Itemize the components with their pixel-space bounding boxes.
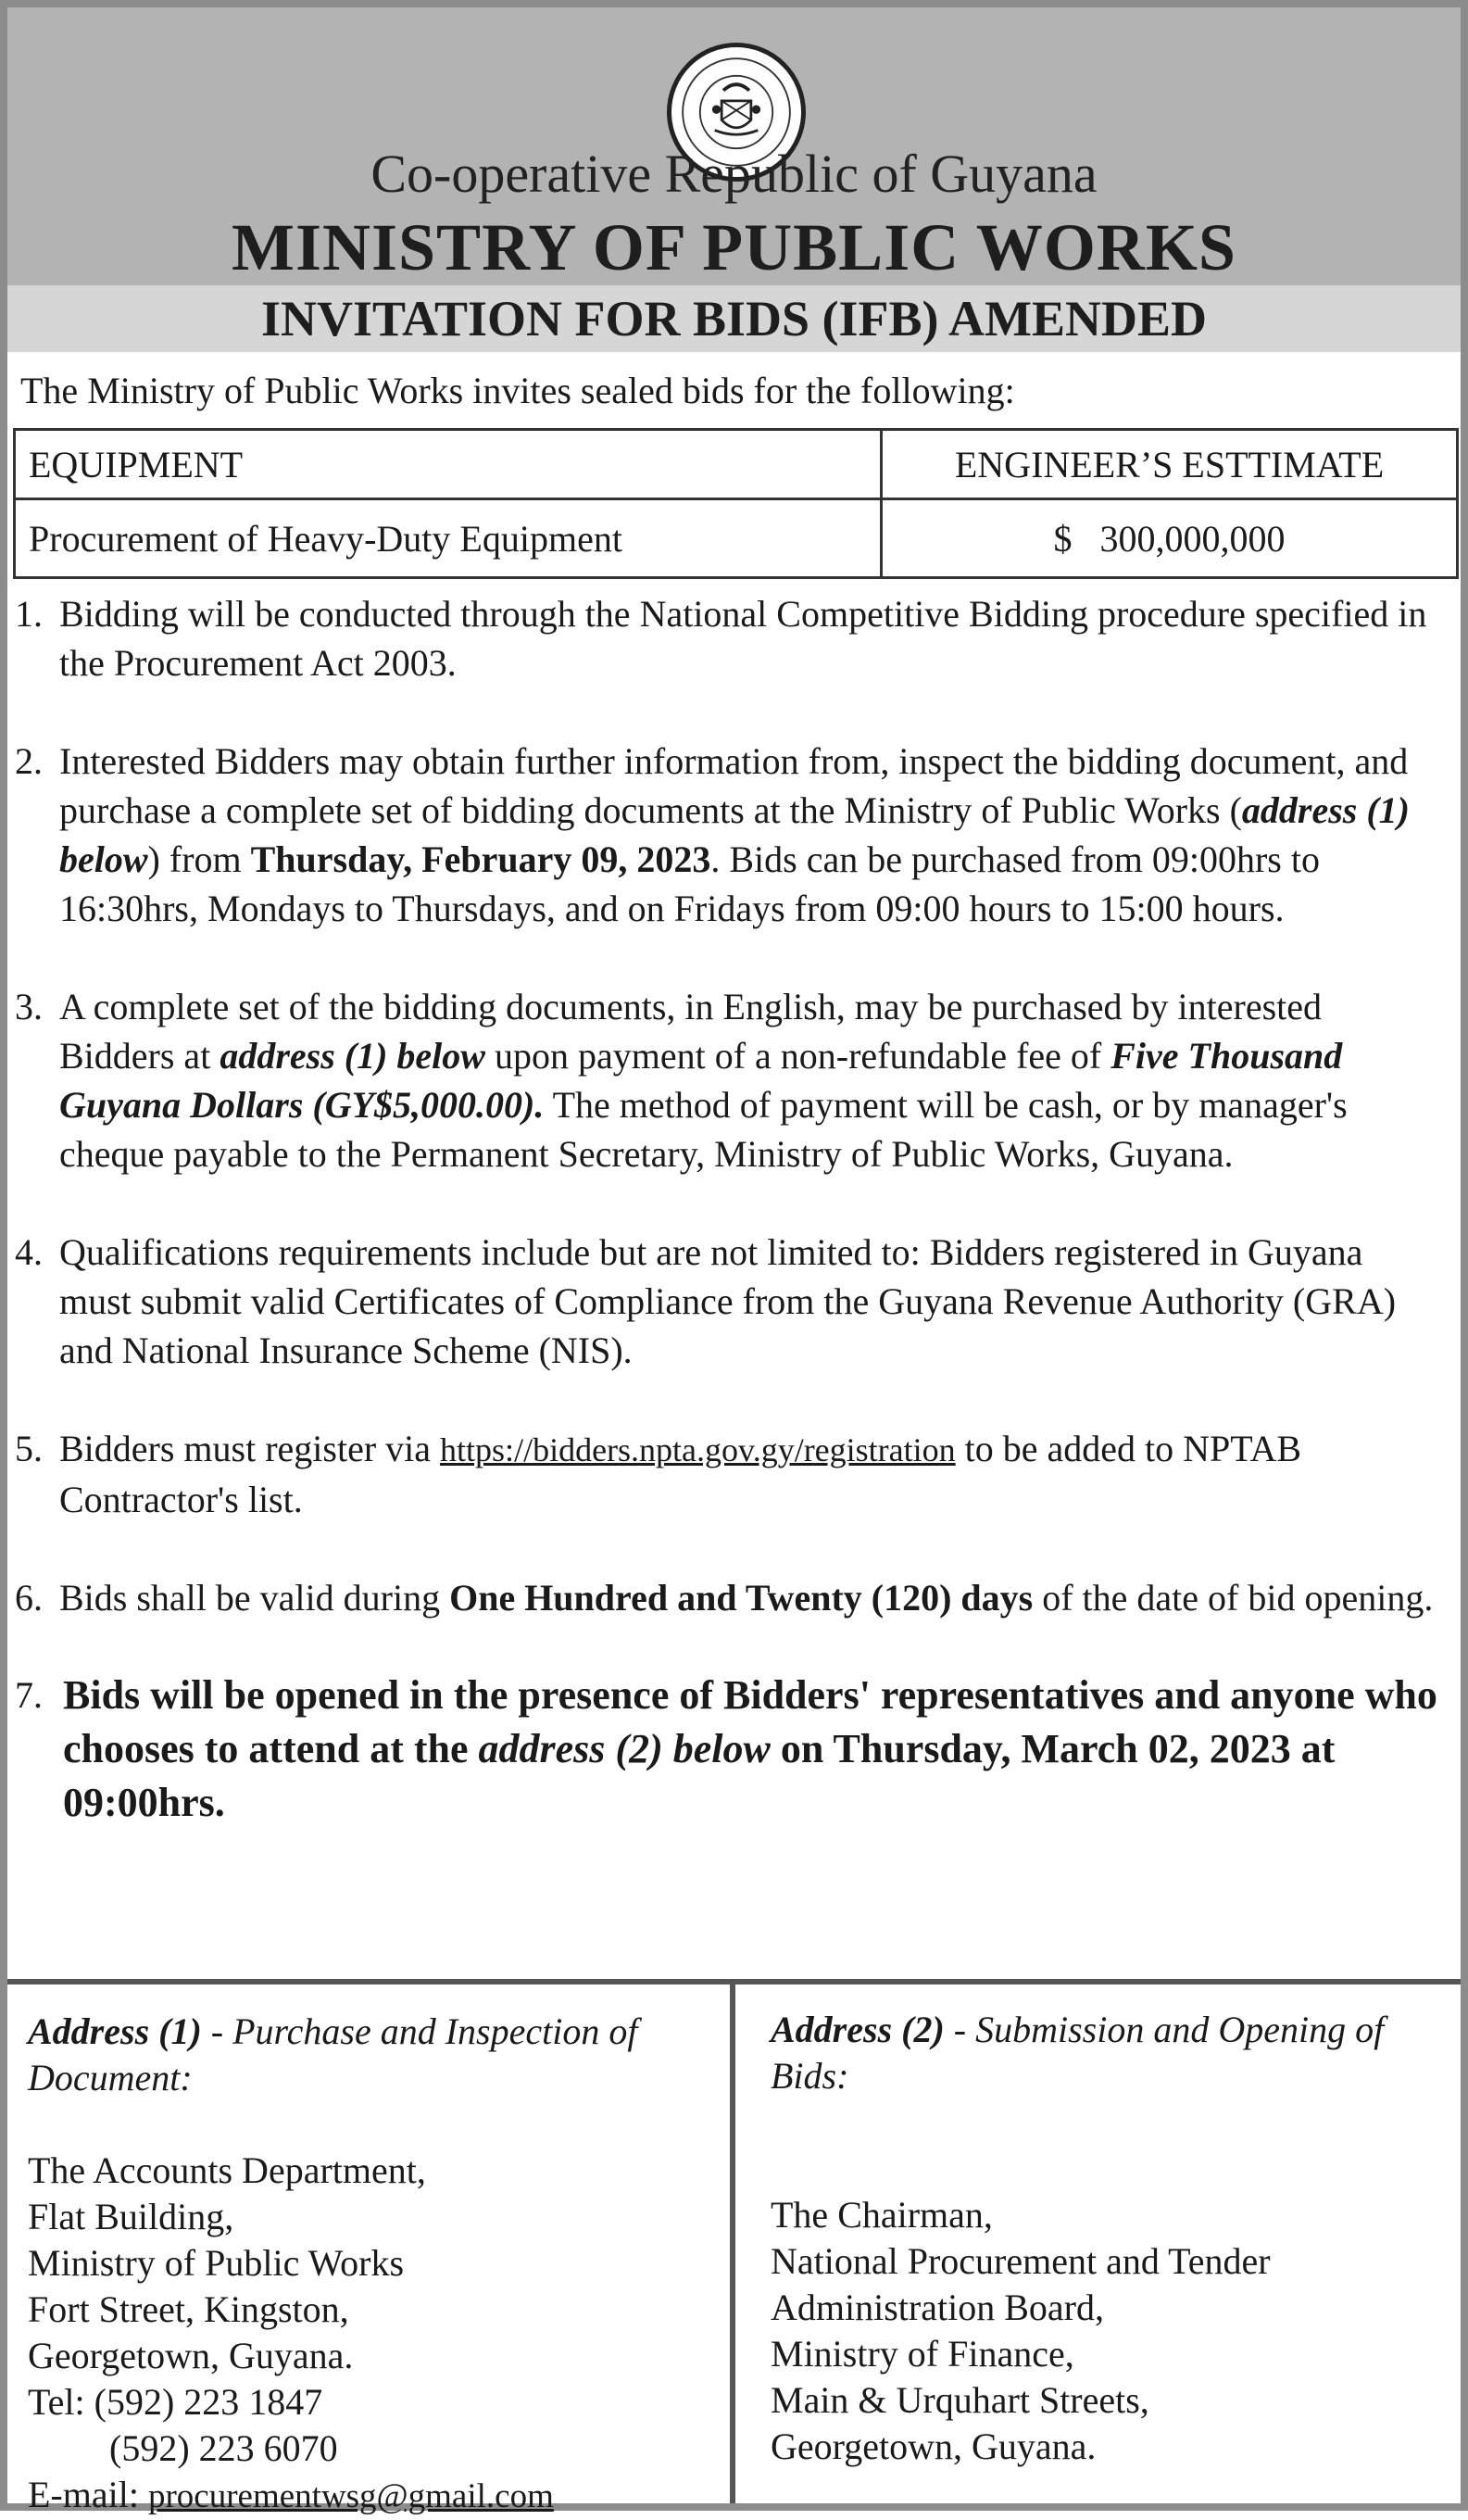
bid-table-header-row (15, 430, 1458, 499)
instructions-list (15, 589, 1441, 1830)
bid-table (13, 428, 1459, 579)
item-number: 1. (15, 593, 43, 635)
intro-text: The Ministry of Public Works invites sealed bids for the following: (20, 370, 1015, 411)
tel-label: Tel: (28, 2381, 94, 2423)
address-1-label: Address (1) (28, 2010, 202, 2052)
equipment-cell: Procurement of Heavy-Duty Equipment (15, 499, 882, 578)
address-line: The Accounts Department, (28, 2149, 426, 2191)
item-text: Bidders must register via (59, 1428, 441, 1469)
item-text: The method of payment will be cash, or by manager's cheque payable to the Permanent Secretary, Ministry of Public Works, Guyana. (59, 1084, 1348, 1175)
item-number: 2. (15, 740, 43, 782)
item-text: A complete set of the bidding documents, in English, may be purchased by interested Bidders at (59, 986, 1323, 1077)
address-reference: address (1) below (220, 1035, 485, 1077)
column-divider (730, 1979, 735, 2503)
ifb-title: INVITATION FOR BIDS (IFB) AMENDED (7, 285, 1461, 352)
item-text: of the date of bid opening. (1033, 1577, 1434, 1619)
bid-table-row (15, 499, 1458, 578)
address-line: Georgetown, Guyana. (28, 2335, 354, 2376)
list-item (15, 982, 1441, 1178)
list-item (15, 1573, 1441, 1622)
item-text: Interested Bidders may obtain further information from, inspect the bidding document, and purchase a complete set of bidding documents at the Ministry of Public Works ( (59, 740, 1409, 831)
address-line: The Chairman, (771, 2194, 993, 2236)
item-number: 4. (15, 1231, 43, 1273)
address-line: Fort Street, Kingston, (28, 2288, 349, 2330)
address-line: Ministry of Finance, (771, 2333, 1074, 2375)
list-item (15, 1228, 1441, 1375)
list-item (15, 1424, 1441, 1524)
item-text: Bids shall be valid during (59, 1577, 450, 1619)
bid-fee: Five Thousand Guyana Dollars (GY$5,000.00). (59, 1035, 1343, 1126)
list-item (15, 1669, 1441, 1830)
item-number: 7. (15, 1674, 43, 1716)
address-line: Flat Building, (28, 2196, 234, 2237)
address-reference: address (2) below (478, 1726, 771, 1771)
republic-title: Co-operative Republic of Guyana (370, 144, 1098, 204)
address-2-label: Address (2) (771, 2009, 945, 2050)
validity-period: One Hundred and Twenty (120) days (449, 1577, 1034, 1619)
address-line: National Procurement and Tender (771, 2240, 1271, 2282)
item-text: ) from (147, 838, 251, 880)
item-text: Bidding will be conducted through the National Competitive Bidding procedure specified in the Procurement Act 2003. (59, 593, 1427, 684)
address-1-block (28, 2009, 713, 2520)
item-text: upon payment of a non-refundable fee of (484, 1035, 1111, 1077)
email-link[interactable]: procurementwsg@gmail.com (147, 2477, 554, 2515)
item-number: 3. (15, 986, 43, 1027)
telephone-number: (592) 223 6070 (109, 2427, 338, 2469)
item-text: to be added to NPTAB Contractor's list. (59, 1428, 1302, 1520)
ministry-title: MINISTRY OF PUBLIC WORKS (232, 210, 1236, 284)
item-number: 5. (15, 1428, 43, 1469)
item-text: Qualifications requirements include but are not limited to: Bidders registered in Guyana must submit valid Certificates of Compliance from the Guyana Revenue Authority (GRA) and National Insurance Scheme (NIS). (59, 1231, 1397, 1371)
list-item (15, 589, 1441, 687)
address-line: Administration Board, (771, 2287, 1104, 2328)
item-text: Bids will be opened in the presence of Bidders' representatives and anyone who chooses to attend at the (63, 1672, 1437, 1771)
registration-link[interactable]: https://bidders.npta.gov.gy/registration (440, 1431, 956, 1468)
item-text: . Bids can be purchased from 09:00hrs to 16:30hrs, Mondays to Thursdays, and on Fridays from 09:00 hours to 15:00 hours. (59, 838, 1320, 929)
estimate-amount: 300,000,000 (1099, 517, 1286, 560)
telephone-line (28, 2379, 713, 2426)
address-2-block (771, 2007, 1447, 2470)
telephone-line (28, 2426, 713, 2472)
estimate-cell (882, 499, 1458, 578)
address-1-heading (28, 2009, 713, 2101)
address-line: Main & Urquhart Streets, (771, 2379, 1149, 2421)
address-2-heading (771, 2007, 1447, 2099)
header-equipment: EQUIPMENT (15, 430, 882, 499)
address-line: Ministry of Public Works (28, 2242, 405, 2284)
currency-sign: $ (1053, 517, 1073, 560)
header-band (7, 7, 1461, 285)
list-item (15, 737, 1441, 933)
email-line (28, 2472, 713, 2520)
item-number: 6. (15, 1577, 43, 1619)
purchase-start-date: Thursday, February 09, 2023 (250, 838, 711, 880)
header-estimate: ENGINEER’S ESTTIMATE (882, 430, 1458, 499)
email-label: E-mail: (28, 2474, 148, 2515)
address-1-purpose: - Purchase and Inspection of Document: (28, 2010, 638, 2098)
telephone-number: (592) 223 1847 (94, 2381, 323, 2423)
address-2-purpose: - Submission and Opening of Bids: (771, 2009, 1385, 2097)
address-line: Georgetown, Guyana. (771, 2426, 1097, 2467)
item-text: on Thursday, March 02, 2023 at 09:00hrs. (63, 1726, 1336, 1825)
address-reference: address (1) below (59, 789, 1410, 880)
